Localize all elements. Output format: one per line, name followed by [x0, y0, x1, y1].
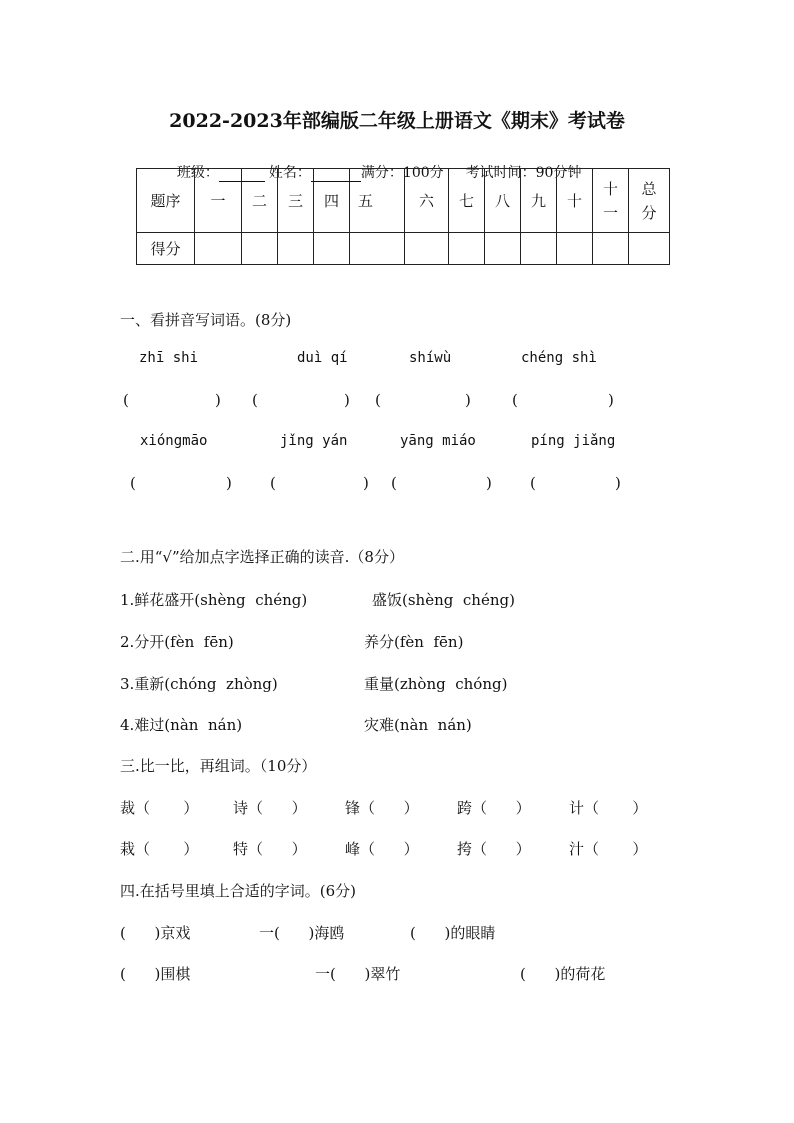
score-cell[interactable] [557, 233, 593, 265]
section2-heading: 二.用“√”给加点字选择正确的读音.（8分） [120, 548, 404, 566]
reading-choice-item: 2.分开(fèn fēn) [120, 633, 234, 651]
answer-paren-close: ) [344, 391, 350, 409]
reading-choice-item: 3.重新(chóng zhòng) [120, 675, 278, 693]
page-title: 2022-2023年部编版二年级上册语文《期末》考试卷 [169, 110, 625, 132]
fill-word-item: 一( )翠竹 [315, 965, 401, 983]
col-total: 总 分 [629, 169, 670, 233]
answer-paren-open: ( [252, 391, 258, 409]
answer-paren-close: ) [465, 391, 471, 409]
name-label: 姓名： [268, 165, 311, 181]
answer-paren-close: ) [615, 474, 621, 492]
full-score: 满分：100分 [360, 165, 444, 181]
fill-word-item: ( )围棋 [120, 965, 191, 983]
answer-paren-close: ) [226, 474, 232, 492]
score-table-score-row [137, 233, 670, 265]
compare-word-item: 挎（ ） [457, 840, 531, 858]
score-cell[interactable] [485, 233, 521, 265]
exam-time: 考试时间：90分钟 [465, 165, 582, 181]
pinyin-item: píng jiǎng [531, 433, 616, 449]
section1-heading: 一、看拼音写词语。(8分) [120, 311, 292, 329]
answer-paren-close: ) [608, 391, 614, 409]
header-label-cell: 题序 [137, 169, 195, 233]
col-1: 一 [195, 169, 242, 233]
answer-paren-open: ( [375, 391, 381, 409]
section3-heading: 三.比一比，再组词。（10分） [120, 757, 317, 775]
compare-word-item: 诗（ ） [233, 799, 307, 817]
score-table-header-row [137, 169, 670, 233]
reading-choice-item: 养分(fèn fēn) [364, 633, 464, 651]
answer-paren-open: ( [130, 474, 136, 492]
score-cell[interactable] [195, 233, 242, 265]
compare-word-item: 栽（ ） [120, 840, 199, 858]
score-cell[interactable] [278, 233, 314, 265]
answer-paren-close: ) [363, 474, 369, 492]
section4-heading: 四.在括号里填上合适的字词。(6分) [120, 882, 357, 900]
compare-word-item: 峰（ ） [345, 840, 419, 858]
score-cell[interactable] [242, 233, 278, 265]
compare-word-item: 裁（ ） [120, 799, 199, 817]
fill-word-item: ( )的荷花 [520, 965, 606, 983]
col-4: 四 [314, 169, 350, 233]
score-cell[interactable] [521, 233, 557, 265]
pinyin-item: xióngmāo [140, 433, 208, 449]
col-8: 八 [485, 169, 521, 233]
compare-word-item: 汁（ ） [569, 840, 648, 858]
col-10: 十 [557, 169, 593, 233]
col-6: 六 [405, 169, 449, 233]
col-2: 二 [242, 169, 278, 233]
pinyin-item: chéng shì [521, 350, 597, 366]
compare-word-item: 跨（ ） [457, 799, 531, 817]
score-cell[interactable] [350, 233, 405, 265]
reading-choice-item: 重量(zhòng chóng) [364, 675, 508, 693]
answer-paren-close: ) [486, 474, 492, 492]
pinyin-item: zhī shi [139, 350, 199, 366]
answer-paren-close: ) [215, 391, 221, 409]
pinyin-item: shíwù [409, 350, 452, 366]
score-label-cell: 得分 [137, 233, 195, 265]
answer-paren-open: ( [512, 391, 518, 409]
reading-choice-item: 1.鲜花盛开(shèng chéng) [120, 591, 308, 609]
reading-choice-item: 盛饭(shèng chéng) [372, 591, 515, 609]
compare-word-item: 特（ ） [233, 840, 307, 858]
col-3: 三 [278, 169, 314, 233]
col-7: 七 [449, 169, 485, 233]
score-cell[interactable] [593, 233, 629, 265]
answer-paren-open: ( [270, 474, 276, 492]
fill-word-item: ( )的眼睛 [410, 924, 496, 942]
col-9: 九 [521, 169, 557, 233]
compare-word-item: 计（ ） [569, 799, 648, 817]
score-cell[interactable] [405, 233, 449, 265]
fill-word-item: 一( )海鸥 [259, 924, 345, 942]
score-cell[interactable] [314, 233, 350, 265]
col-5: 五 [350, 169, 405, 233]
col-11: 十 一 [593, 169, 629, 233]
score-cell[interactable] [449, 233, 485, 265]
answer-paren-open: ( [530, 474, 536, 492]
fill-word-item: ( )京戏 [120, 924, 191, 942]
answer-paren-open: ( [123, 391, 129, 409]
pinyin-item: yāng miáo [400, 433, 476, 449]
pinyin-item: jǐng yán [280, 433, 348, 449]
pinyin-item: duì qí [297, 350, 348, 366]
reading-choice-item: 灾难(nàn nán) [364, 716, 472, 734]
answer-paren-open: ( [391, 474, 397, 492]
score-cell[interactable] [629, 233, 670, 265]
score-table [136, 168, 670, 265]
class-label: 班级： [176, 165, 219, 181]
reading-choice-item: 4.难过(nàn nán) [120, 716, 243, 734]
compare-word-item: 锋（ ） [345, 799, 419, 817]
